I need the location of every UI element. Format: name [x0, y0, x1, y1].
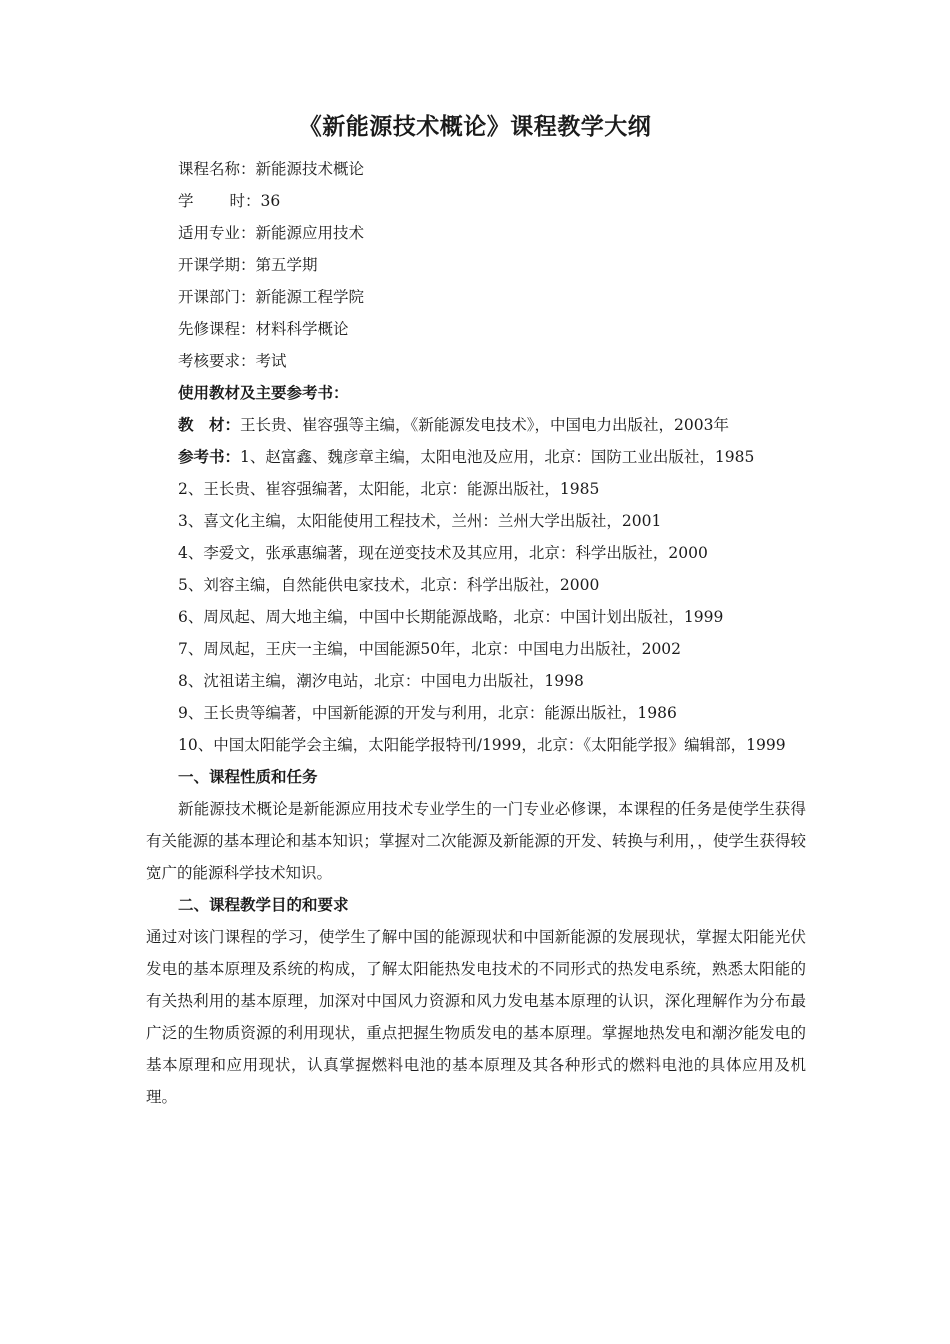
semester-row — [178, 255, 318, 275]
major-label: 适用专业： — [178, 224, 256, 242]
prereq-row — [178, 319, 349, 339]
section2-heading: 二、课程教学目的和要求 — [178, 896, 349, 914]
prereq-label: 先修课程： — [178, 320, 256, 338]
reference-item: 1、赵富鑫、魏彦章主编，太阳电池及应用，北京：国防工业出版社，1985 — [240, 448, 755, 466]
reference-item: 6、周凤起、周大地主编，中国中长期能源战略，北京：中国计划出版社，1999 — [178, 608, 724, 626]
reference-item: 3、喜文化主编，太阳能使用工程技术，兰州：兰州大学出版社，2001 — [178, 512, 662, 530]
dept-label: 开课部门： — [178, 288, 256, 306]
refs-label: 参考书： — [178, 448, 241, 466]
major-value: 新能源应用技术 — [255, 224, 365, 242]
semester-label: 开课学期： — [178, 256, 256, 274]
hours-label-a: 学 — [178, 192, 194, 210]
course-name-value: 新能源技术概论 — [255, 160, 365, 178]
hours-value: 36 — [260, 192, 281, 210]
section1-body: 新能源技术概论是新能源应用技术专业学生的一门专业必修课，本课程的任务是使学生获得有关能源的基本理论和基本知识；掌握对二次能源及新能源的开发、转换与利用，，使学生获得较宽广的能源科学技术知识。 — [146, 800, 806, 882]
assessment-row — [178, 351, 287, 371]
semester-value: 第五学期 — [255, 256, 318, 274]
dept-row — [178, 287, 364, 307]
reference-row-1 — [178, 447, 754, 467]
major-row — [178, 223, 364, 243]
reference-item: 4、李爱文，张承惠编著，现在逆变技术及其应用，北京：科学出版社，2000 — [178, 544, 708, 562]
assessment-value: 考试 — [255, 352, 287, 370]
textbook-value: 王长贵、崔容强等主编，《新能源发电技术》，中国电力出版社，2003年 — [240, 416, 729, 434]
prereq-value: 材料科学概论 — [255, 320, 349, 338]
textbooks-heading: 使用教材及主要参考书： — [178, 384, 349, 402]
assessment-label: 考核要求： — [178, 352, 256, 370]
reference-item: 7、周凤起，王庆一主编，中国能源50年，北京：中国电力出版社，2002 — [178, 640, 682, 658]
course-name-row — [178, 159, 364, 179]
textbook-label: 教 材： — [178, 416, 241, 434]
reference-item: 5、刘容主编，自然能供电家技术，北京：科学出版社，2000 — [178, 576, 600, 594]
reference-item: 2、王长贵、崔容强编著，太阳能，北京：能源出版社，1985 — [178, 480, 600, 498]
course-name-label: 课程名称： — [178, 160, 256, 178]
dept-value: 新能源工程学院 — [255, 288, 365, 306]
textbook-row — [178, 415, 729, 435]
hours-row — [178, 191, 280, 211]
document-title: 《新能源技术概论》课程教学大纲 — [298, 114, 652, 140]
reference-item: 10、中国太阳能学会主编，太阳能学报特刊/1999，北京：《太阳能学报》编辑部，1999 — [178, 736, 786, 754]
section1-heading: 一、课程性质和任务 — [178, 768, 318, 786]
hours-label-b: 时： — [229, 192, 261, 210]
section2-body: 通过对该门课程的学习，使学生了解中国的能源现状和中国新能源的发展现状，掌握太阳能光伏发电的基本原理及系统的构成，了解太阳能热发电技术的不同形式的热发电系统，熟悉太阳能的有关热利用的基本原理，加深对中国风力资源和风力发电基本原理的认识，深化理解作为分布最广泛的生物质资源的利用现状，重点把握生物质发电的基本原理。掌握地热发电和潮汐能发电的基本原理和应用现状，认真掌握燃料电池的基本原理及其各种形式的燃料电池的具体应用及机理。 — [146, 928, 806, 1106]
reference-item: 8、沈祖诺主编，潮汐电站，北京：中国电力出版社，1998 — [178, 672, 584, 690]
reference-item: 9、王长贵等编著，中国新能源的开发与利用，北京：能源出版社，1986 — [178, 704, 677, 722]
